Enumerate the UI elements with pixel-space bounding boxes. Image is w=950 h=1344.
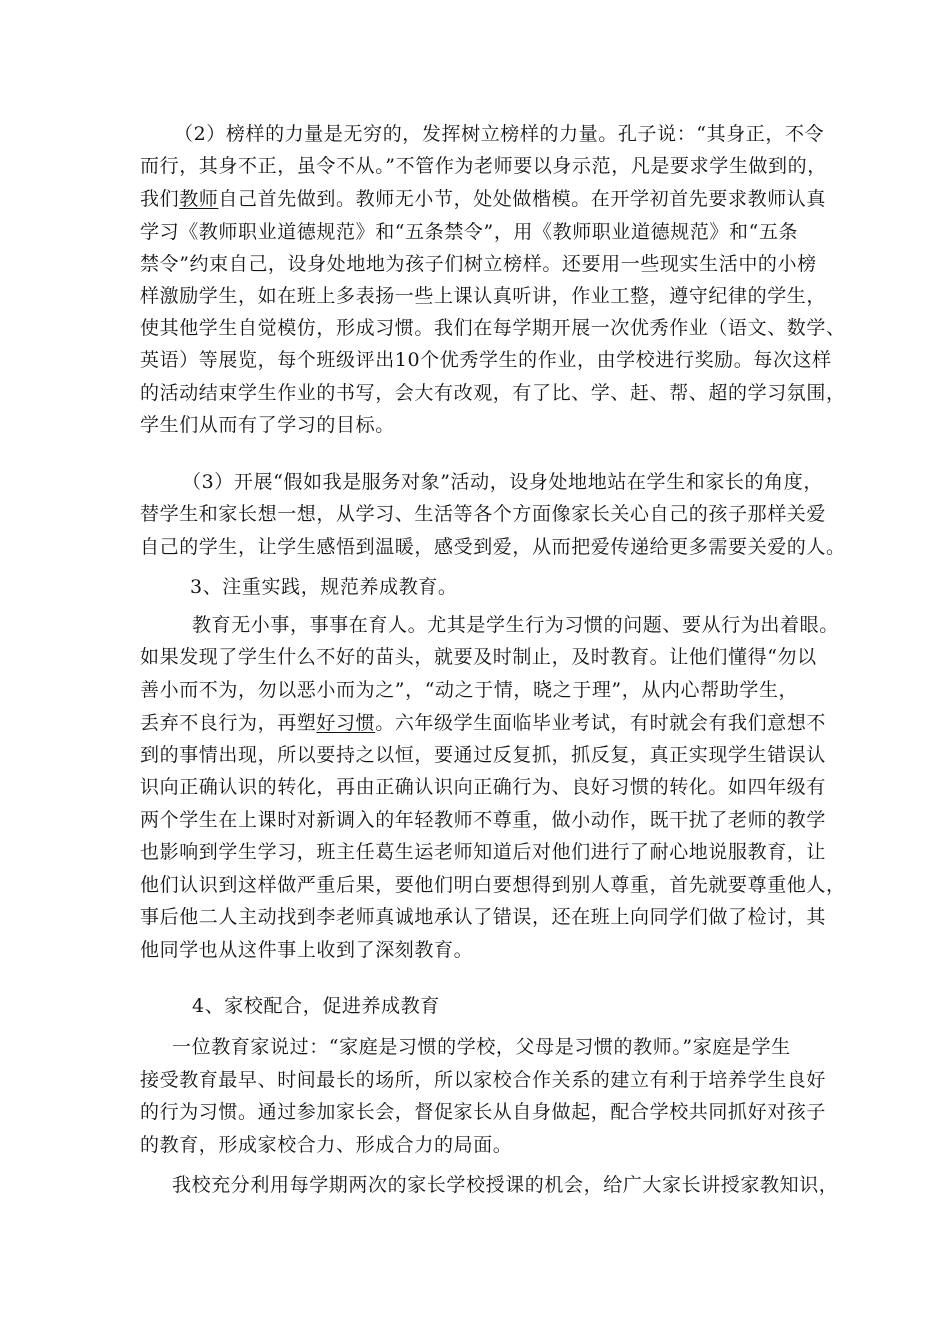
section-heading: 3、注重实践，规范养成教育。 <box>190 576 458 598</box>
text-line: 而行，其身不正，虽令不从。”不管作为老师要以身示范，凡是要求学生做到的， <box>140 155 827 177</box>
text-line: 学习《教师职业道德规范》和“五条禁令”，用《教师职业道德规范》和“五条 <box>140 221 799 243</box>
text-span: 我们 <box>140 188 180 210</box>
underlined-text: 好习惯 <box>316 712 376 734</box>
text-line: 禁令”约束自己，设身处地地为孩子们树立榜样。还要用一些现实生活中的小榜 <box>140 253 817 275</box>
text-line <box>140 711 826 735</box>
text-line: 替学生和家长想一想，从学习、生活等各个方面像家长关心自己的孩子那样关爱 <box>140 503 827 525</box>
text-line: 事后他二人主动找到李老师真诚地承认了错误，还在班上向同学们做了检讨，其 <box>140 906 827 928</box>
text-line: （2）榜样的力量是无穷的，发挥树立榜样的力量。孔子说：“其身正，不令 <box>174 123 825 145</box>
text-line: 他们认识到这样做严重后果，要他们明白要想得到别人尊重，首先就要尊重他人， <box>140 874 846 896</box>
text-line: 到的事情出现，所以要持之以恒，要通过反复抓，抓反复，真正实现学生错误认 <box>140 744 827 766</box>
text-line: 的活动结束学生作业的书写，会大有改观，有了比、学、赶、帮、超的学习氛围， <box>140 382 846 404</box>
text-line: 教育无小事，事事在育人。尤其是学生行为习惯的问题、要从行为出着眼。 <box>192 614 839 636</box>
text-line: 学生们从而有了学习的目标。 <box>140 414 395 436</box>
text-line: 善小而不为，勿以恶小而为之”，“动之于情，晓之于理”，从内心帮助学生， <box>140 679 799 701</box>
text-line: 的行为习惯。通过参加家长会，督促家长从自身做起，配合学校共同抓好对孩子 <box>140 1101 827 1123</box>
underlined-text: 教师 <box>179 188 219 210</box>
text-line: 英语）等展览，每个班级评出10个优秀学生的作业，由学校进行奖励。每次这样 <box>140 349 832 371</box>
text-line: 的教育，形成家校合力、形成合力的局面。 <box>140 1134 513 1156</box>
text-line: 自己的学生，让学生感悟到温暖，感受到爱，从而把爱传递给更多需要关爱的人。 <box>140 536 846 558</box>
text-line: 识向正确认识的转化，再由正确认识向正确行为、良好习惯的转化。如四年级有 <box>140 776 827 798</box>
text-span: 。六年级学生面临毕业考试，有时就会有我们意想不 <box>375 712 827 734</box>
text-span: 自己首先做到。教师无小节，处处做楷模。在开学初首先要求教师认真 <box>218 188 827 210</box>
text-line: （3）开展“假如我是服务对象”活动，设身处地地站在学生和家长的角度， <box>182 471 823 493</box>
text-line: 我校充分利用每学期两次的家长学校授课的机会，给广大家长讲授家教知识， <box>172 1174 839 1196</box>
text-line <box>140 187 826 211</box>
text-line: 使其他学生自觉模仿，形成习惯。我们在每学期开展一次优秀作业（语文、数学、 <box>140 317 846 339</box>
text-line: 样激励学生，如在班上多表扬一些上课认真听讲，作业工整，遵守纪律的学生， <box>140 285 827 307</box>
text-line: 两个学生在上课时对新调入的年轻教师不尊重，做小动作，既干扰了老师的教学 <box>140 809 827 831</box>
text-line: 他同学也从这件事上收到了深刻教育。 <box>140 939 474 961</box>
text-span: 丢弃不良行为，再塑 <box>140 712 317 734</box>
text-line: 也影响到学生学习，班主任葛生运老师知道后对他们进行了耐心地说服教育，让 <box>140 841 827 863</box>
text-line: 一位教育家说过：“家庭是习惯的学校，父母是习惯的教师。”家庭是学生 <box>172 1036 791 1058</box>
section-heading: 4、家校配合，促进养成教育 <box>192 995 440 1017</box>
text-line: 接受教育最早、时间最长的场所，所以家校合作关系的建立有利于培养学生良好 <box>140 1069 827 1091</box>
text-line: 如果发现了学生什么不好的苗头，就要及时制止，及时教育。让他们懂得“勿以 <box>140 646 817 668</box>
